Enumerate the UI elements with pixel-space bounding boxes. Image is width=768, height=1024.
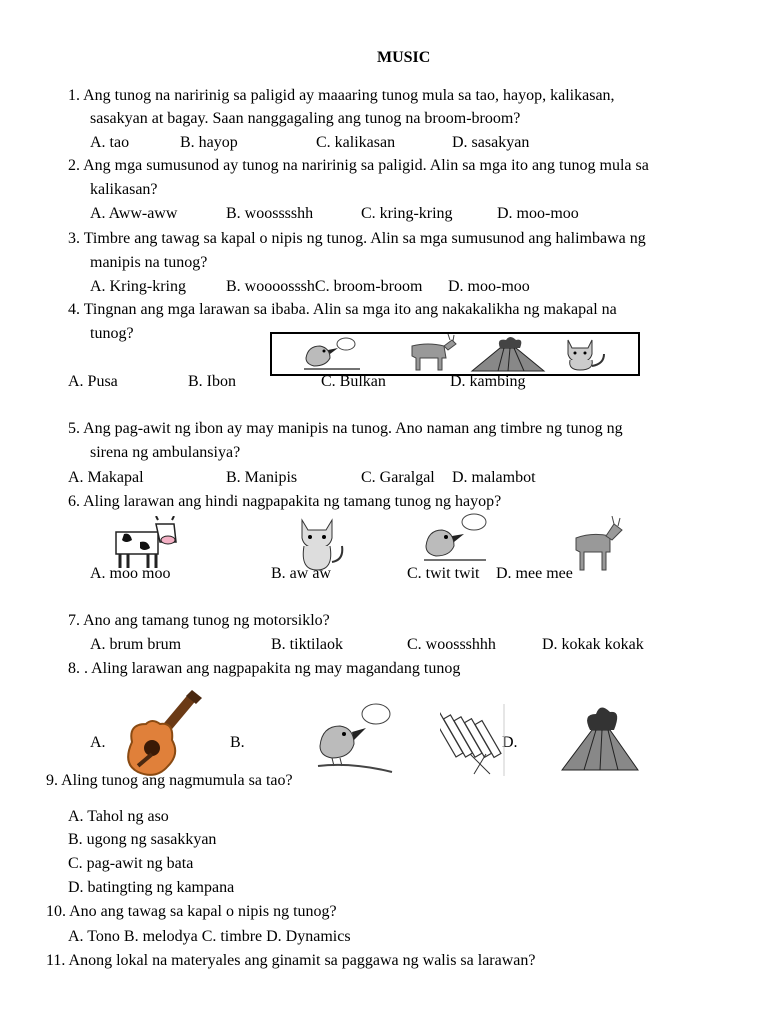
- q7-choice-b: B. tiktilaok: [271, 636, 343, 653]
- question-5: 5. Ang pag-awit ng ibon ay may manipis na tunog. Ano naman ang timbre ng tunog ng: [68, 420, 623, 437]
- question-6: 6. Aling larawan ang hindi nagpapakita ng tamang tunog ng hayop?: [68, 493, 502, 510]
- q5-choice-d: D. malambot: [452, 469, 536, 486]
- q1-choice-d: D. sasakyan: [452, 134, 530, 151]
- q7-choice-d: D. kokak kokak: [542, 636, 644, 653]
- q6-choice-d: D. mee mee: [496, 565, 573, 582]
- goat-icon: [570, 516, 626, 572]
- q4-choice-d: D. kambing: [450, 373, 526, 390]
- q8-choice-a: A.: [90, 734, 106, 751]
- q1-choice-c: C. kalikasan: [316, 134, 396, 151]
- q2-choice-c: C. kring-kring: [361, 205, 453, 222]
- question-10: 10. Ano ang tawag sa kapal o nipis ng tunog?: [46, 903, 337, 920]
- q9-choice-d: D. batingting ng kampana: [68, 879, 235, 896]
- question-9: 9. Aling tunog ang nagmumula sa tao?: [46, 772, 293, 789]
- question-7: 7. Ano ang tamang tunog ng motorsiklo?: [68, 612, 330, 629]
- q8-choice-d: D.: [502, 734, 518, 751]
- q3-choice-bc: B. woooossshC. broom-broom: [226, 278, 423, 295]
- question-4-cont: tunog?: [90, 325, 134, 342]
- q7-choice-a: A. brum brum: [90, 636, 182, 653]
- question-1: 1. Ang tunog na naririnig sa paligid ay maaaring tunog mula sa tao, hayop, kalikasan,: [68, 87, 615, 104]
- question-8: 8. . Aling larawan ang nagpapakita ng may magandang tunog: [68, 660, 461, 677]
- volcano-icon: [560, 700, 640, 772]
- xylophone-icon: [440, 704, 506, 776]
- q4-choice-a: A. Pusa: [68, 373, 118, 390]
- q8-choice-b: B.: [230, 734, 245, 751]
- q6-choice-a: A. moo moo: [90, 565, 171, 582]
- q4-choice-b: B. Ibon: [188, 373, 236, 390]
- q3-choice-d: D. moo-moo: [448, 278, 530, 295]
- q9-choice-b: B. ugong ng sasakkyan: [68, 831, 217, 848]
- goat-icon: [398, 334, 462, 372]
- q6-choice-c: C. twit twit: [407, 565, 480, 582]
- q5-choice-a: A. Makapal: [68, 469, 144, 486]
- q9-choice-a: A. Tahol ng aso: [68, 808, 169, 825]
- q2-choice-b: B. woosssshh: [226, 205, 314, 222]
- question-5-cont: sirena ng ambulansiya?: [90, 444, 241, 461]
- question-3: 3. Timbre ang tawag sa kapal o nipis ng tunog. Alin sa mga sumusunod ang halimbawa ng: [68, 230, 646, 247]
- q7-choice-c: C. woossshhh: [407, 636, 496, 653]
- volcano-icon: [470, 334, 546, 372]
- q3-choice-a: A. Kring-kring: [90, 278, 186, 295]
- bird-icon: [312, 700, 396, 774]
- q2-choice-a: A. Aww-aww: [90, 205, 178, 222]
- cat-icon: [560, 334, 610, 372]
- bird-icon: [420, 512, 492, 566]
- question-11: 11. Anong lokal na materyales ang ginamit sa paggawa ng walis sa larawan?: [46, 952, 536, 969]
- q4-choice-c: C. Bulkan: [321, 373, 386, 390]
- q5-choice-c: C. Garalgal: [361, 469, 435, 486]
- question-2: 2. Ang mga sumusunod ay tunog na naririnig sa paligid. Alin sa mga ito ang tunog mula sa: [68, 157, 649, 174]
- q1-choice-b: B. hayop: [180, 134, 238, 151]
- q1-choice-a: A. tao: [90, 134, 130, 151]
- q6-choice-b: B. aw aw: [271, 565, 331, 582]
- page-title: MUSIC: [377, 49, 431, 66]
- q9-choice-c: C. pag-awit ng bata: [68, 855, 194, 872]
- q10-choices: A. Tono B. melodya C. timbre D. Dynamics: [68, 928, 351, 945]
- question-4: 4. Tingnan ang mga larawan sa ibaba. Alin sa mga ito ang nakakalikha ng makapal na: [68, 301, 617, 318]
- bird-icon: [300, 336, 366, 372]
- guitar-icon: [122, 688, 206, 780]
- question-3-cont: manipis na tunog?: [90, 254, 208, 271]
- q5-choice-b: B. Manipis: [226, 469, 298, 486]
- cow-icon: [110, 516, 180, 570]
- question-2-cont: kalikasan?: [90, 181, 158, 198]
- q2-choice-d: D. moo-moo: [497, 205, 579, 222]
- question-1-cont: sasakyan at bagay. Saan nanggagaling ang tunog na broom-broom?: [90, 110, 521, 127]
